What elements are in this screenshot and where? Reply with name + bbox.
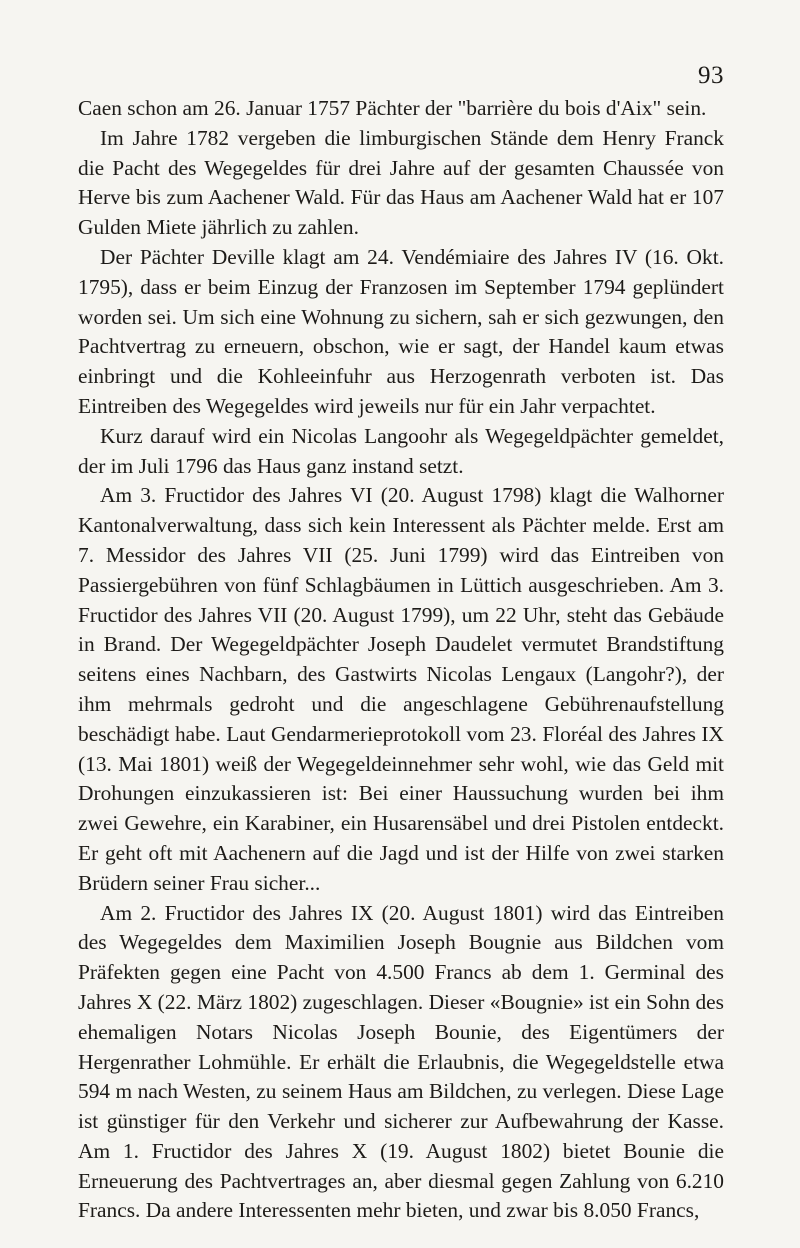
paragraph-daudelet: Am 3. Fructidor des Jahres VI (20. August 1798) klagt die Walhorner Kantonalverwaltung, dass sich kein Interessent als Pächter melde. Erst am 7. Messidor des Jahres VII (25. Juni 1799) wird das Eintreiben von Passiergebühren von fünf Schlagbäumen in Lüttich ausgeschrieben. Am 3. Fructidor des Jahres VII (20. August 1799), um 22 Uhr, steht das Gebäude in Brand. Der Wegegeldpächter Joseph Daudelet vermutet Brandstiftung seitens eines Nachbarn, des Gastwirts Nicolas Lengaux (Langohr?), der ihm mehrmals gedroht und die angeschlagene Gebührenaufstellung beschädigt habe. Laut Gendarmerieprotokoll vom 23. Floréal des Jahres IX (13. Mai 1801) weiß der Wegegeldeinnehmer sehr wohl, wie das Geld mit Drohungen einzukassieren ist: Bei einer Haussuchung wurden bei ihm zwei Gewehre, ein Karabiner, ein Husarensäbel und drei Pistolen entdeckt. Er geht oft mit Aachenern auf die Jagd und ist der Hilfe von zwei starken Brüdern seiner Frau sicher... [78,483,724,895]
body-text [78,94,724,1226]
paragraph-continuation: Caen schon am 26. Januar 1757 Pächter der "barrière du bois d'Aix" sein. [78,96,707,120]
paragraph-bougnie: Am 2. Fructidor des Jahres IX (20. August 1801) wird das Eintreiben des Wegegeldes dem Maximilien Joseph Bougnie aus Bildchen vom Präfekten gegen eine Pacht von 4.500 Francs ab dem 1. Germinal des Jahres X (22. März 1802) zugeschlagen. Dieser «Bougnie» ist ein Sohn des ehemaligen Notars Nicolas Joseph Bounie, des Eigentümers der Hergenrather Lohmühle. Er erhält die Erlaubnis, die Wegegeldstelle etwa 594 m nach Westen, zu seinem Haus am Bildchen, zu verlegen. Diese Lage ist günstiger für den Verkehr und sicherer zur Aufbewahrung der Kasse. Am 1. Fructidor des Jahres X (19. August 1802) bietet Bounie die Erneuerung des Pachtvertrages an, aber diesmal gegen Zahlung von 6.210 Francs. Da andere Interessenten mehr bieten, und zwar bis 8.050 Francs, [78,900,724,1223]
paragraph-langoohr: Kurz darauf wird ein Nicolas Langoohr als Wegegeldpächter gemeldet, der im Juli 1796 das Haus ganz instand setzt. [78,423,724,478]
paragraph-deville: Der Pächter Deville klagt am 24. Vendémiaire des Jahres IV (16. Okt. 1795), dass er beim Einzug der Franzosen im September 1794 geplündert worden sei. Um sich eine Wohnung zu sichern, sah er sich gezwungen, den Pachtvertrag zu erneuern, obschon, wie er sagt, der Handel kaum etwas einbringt und die Kohleeinfuhr aus Herzogenrath verboten ist. Das Eintreiben des Wegegeldes wird jeweils nur für ein Jahr verpachtet. [78,244,724,418]
page-number: 93 [698,62,724,89]
paragraph-henry-franck: Im Jahre 1782 vergeben die limburgischen Stände dem Henry Franck die Pacht des Wegegeldes für drei Jahre auf der gesamten Chaussée von Herve bis zum Aachener Wald. Für das Haus am Aachener Wald hat er 107 Gulden Miete jährlich zu zahlen. [78,125,724,240]
